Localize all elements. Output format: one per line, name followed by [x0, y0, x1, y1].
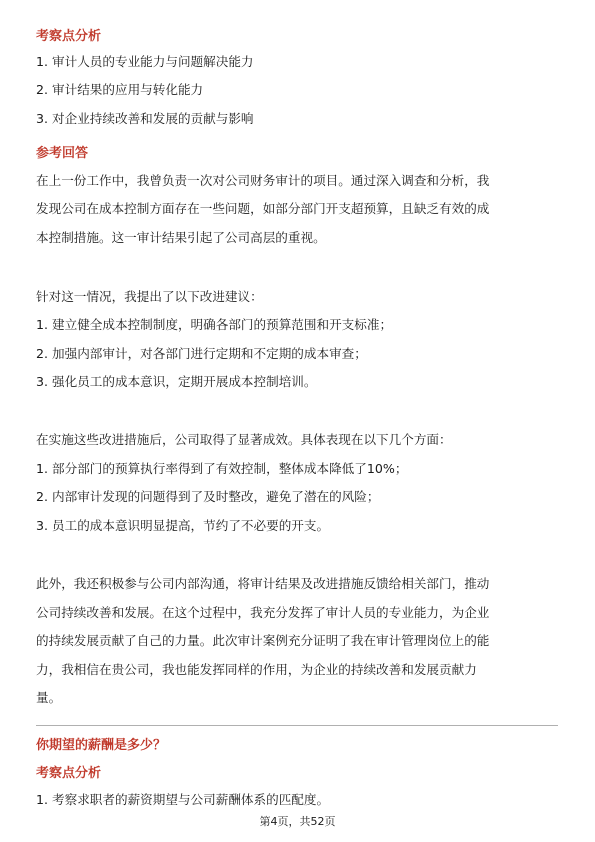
list-item: 2. 内部审计发现的问题得到了及时整改，避免了潜在的风险； — [36, 489, 380, 504]
paragraph-line: 发现公司在成本控制方面存在一些问题，如部分部门开支超预算，且缺乏有效的成 — [36, 201, 490, 216]
paragraph-line: 此外，我还积极参与公司内部沟通，将审计结果及改进措施反馈给相关部门，推动 — [36, 576, 490, 591]
list-item: 1. 建立健全成本控制制度，明确各部门的预算范围和开支标准； — [36, 317, 393, 332]
paragraph-line: 的持续发展贡献了自己的力量。此次审计案例充分证明了我在审计管理岗位上的能 — [36, 633, 490, 648]
paragraph-line: 在实施这些改进措施后，公司取得了显著成效。具体表现在以下几个方面： — [36, 432, 452, 447]
list-item: 3. 对企业持续改善和发展的贡献与影响 — [36, 111, 254, 126]
list-item: 2. 审计结果的应用与转化能力 — [36, 82, 204, 97]
section-heading-analysis: 考察点分析 — [36, 766, 102, 781]
list-item: 1. 审计人员的专业能力与问题解决能力 — [36, 54, 254, 69]
list-item: 2. 加强内部审计，对各部门进行定期和不定期的成本审查； — [36, 346, 367, 361]
question-title: 你期望的薪酬是多少？ — [36, 738, 167, 753]
paragraph-line: 量。 — [36, 690, 62, 705]
paragraph-line: 在上一份工作中，我曾负责一次对公司财务审计的项目。通过深入调查和分析，我 — [36, 173, 490, 188]
section-divider — [36, 725, 558, 726]
paragraph-line: 本控制措施。这一审计结果引起了公司高层的重视。 — [36, 230, 326, 245]
page-number: 第4页，共52页 — [259, 815, 336, 828]
list-item: 3. 员工的成本意识明显提高，节约了不必要的开支。 — [36, 518, 330, 533]
paragraph-line: 公司持续改善和发展。在这个过程中，我充分发挥了审计人员的专业能力，为企业 — [36, 605, 490, 620]
section-heading-analysis: 考察点分析 — [36, 29, 102, 44]
list-item: 1. 考察求职者的薪资期望与公司薪酬体系的匹配度。 — [36, 792, 330, 807]
section-heading-answer: 参考回答 — [36, 146, 89, 161]
paragraph-line: 针对这一情况，我提出了以下改进建议： — [36, 289, 263, 304]
list-item: 3. 强化员工的成本意识，定期开展成本控制培训。 — [36, 374, 317, 389]
list-item: 1. 部分部门的预算执行率得到了有效控制，整体成本降低了10%； — [36, 461, 408, 476]
paragraph-line: 力，我相信在贵公司，我也能发挥同样的作用，为企业的持续改善和发展贡献力 — [36, 662, 477, 677]
